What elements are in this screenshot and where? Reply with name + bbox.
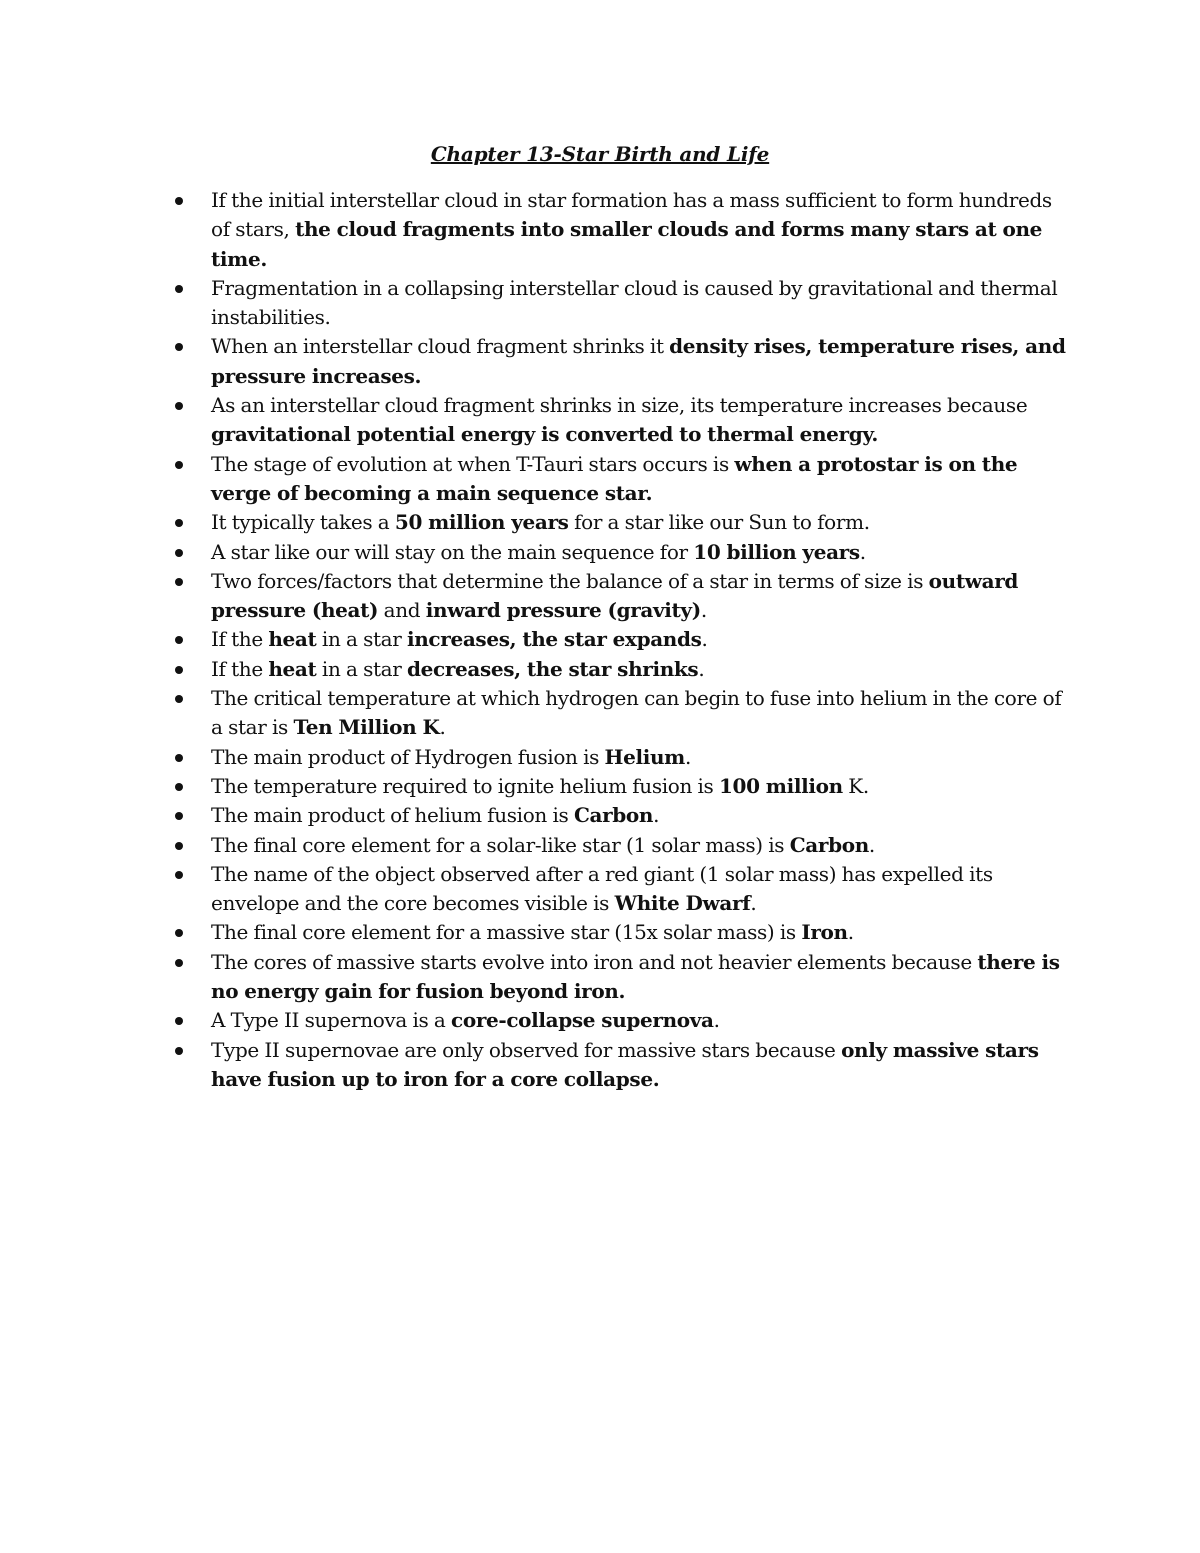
text-run: Fragmentation in a collapsing interstellar cloud is caused by gravitational and thermal instabilities. <box>211 275 1058 330</box>
text-run: The temperature required to ignite helium fusion is <box>211 773 719 798</box>
text-run: . <box>859 539 866 564</box>
list-item <box>172 655 1067 684</box>
list-item <box>172 743 1067 772</box>
text-run: . <box>439 715 446 740</box>
bold-text-run: Iron <box>801 920 848 945</box>
list-item <box>172 772 1067 801</box>
text-run: . <box>684 744 691 769</box>
bullet-icon <box>175 343 183 351</box>
text-run: K. <box>842 773 869 798</box>
bullet-icon <box>175 549 183 557</box>
text-run: . <box>847 920 854 945</box>
bold-text-run: the cloud fragments into smaller clouds and forms many stars at one time. <box>211 217 1043 271</box>
bullet-list <box>172 186 1067 1094</box>
bold-text-run: only massive stars have fusion up to iron for a core collapse. <box>211 1037 1039 1091</box>
bullet-icon <box>175 959 183 967</box>
text-run: When an interstellar cloud fragment shrinks it <box>211 334 670 359</box>
bold-text-run: gravitational potential energy is converted to thermal energy. <box>211 422 878 447</box>
text-run: . <box>868 832 875 857</box>
bold-text-run: Carbon <box>789 832 869 857</box>
bullet-icon <box>175 197 183 205</box>
bullet-icon <box>175 578 183 586</box>
text-run: . <box>653 803 660 828</box>
text-run: A star like our will stay on the main sequence for <box>211 539 694 564</box>
bullet-icon <box>175 402 183 410</box>
text-run: . <box>750 891 757 916</box>
text-run: in a star <box>316 627 407 652</box>
text-run: The stage of evolution at when T-Tauri stars occurs is <box>211 451 735 476</box>
list-item <box>172 538 1067 567</box>
bullet-icon <box>175 1047 183 1055</box>
text-run: The critical temperature at which hydrogen can begin to fuse into helium in the core of a star is <box>211 686 1062 740</box>
bullet-icon <box>175 695 183 703</box>
bullet-icon <box>175 636 183 644</box>
bold-text-run: core-collapse supernova <box>451 1008 714 1033</box>
list-item <box>172 508 1067 537</box>
text-run: The name of the object observed after a red giant (1 solar mass) has expelled its envelope and the core becomes visible is <box>211 861 993 916</box>
bold-text-run: Carbon <box>573 803 654 828</box>
text-run: As an interstellar cloud fragment shrinks in size, its temperature increases because <box>211 393 1028 418</box>
bold-text-run: Helium <box>604 744 685 769</box>
list-item <box>172 186 1067 274</box>
bullet-icon <box>175 666 183 674</box>
text-run: in a star <box>316 656 407 681</box>
list-item <box>172 391 1067 450</box>
text-run: Two forces/factors that determine the balance of a star in terms of size is <box>211 568 929 593</box>
text-run: The main product of helium fusion is <box>211 803 574 828</box>
text-run: The main product of Hydrogen fusion is <box>211 744 605 769</box>
page-title: Chapter 13-Star Birth and Life <box>430 142 770 166</box>
bold-text-run: 100 million <box>718 773 843 798</box>
bullet-icon <box>175 812 183 820</box>
bold-text-run: outward pressure (heat) <box>211 568 1019 623</box>
text-run: If the <box>211 656 269 681</box>
list-item <box>172 831 1067 860</box>
text-run: and <box>378 598 426 623</box>
bold-text-run: 50 million years <box>394 510 569 535</box>
bullet-icon <box>175 842 183 850</box>
text-run: for a star like our Sun to form. <box>568 510 870 535</box>
text-run: The final core element for a solar-like star (1 solar mass) is <box>211 832 790 857</box>
text-run: It typically takes a <box>211 510 395 535</box>
bullet-icon <box>175 754 183 762</box>
list-item <box>172 801 1067 830</box>
text-run: A Type II supernova is a <box>211 1008 451 1033</box>
bullet-icon <box>175 285 183 293</box>
list-item <box>172 918 1067 947</box>
list-item <box>172 625 1067 654</box>
list-item <box>172 1036 1067 1095</box>
text-run: If the initial interstellar cloud in star formation has a mass sufficient to form hundreds of stars, <box>211 188 1052 242</box>
bold-text-run: decreases, the star shrinks <box>406 656 699 681</box>
list-item <box>172 567 1067 626</box>
bullet-icon <box>175 871 183 879</box>
text-run: . <box>701 627 708 652</box>
bullet-icon <box>175 783 183 791</box>
text-run: . <box>700 598 707 623</box>
bold-text-run: density rises, temperature rises, and pressure increases. <box>211 334 1066 388</box>
bold-text-run: inward pressure (gravity) <box>425 598 701 623</box>
list-item <box>172 860 1067 919</box>
bold-text-run: White Dwarf <box>614 891 751 916</box>
bold-text-run: Ten Million K <box>293 715 440 740</box>
list-item <box>172 684 1067 743</box>
bullet-icon <box>175 1017 183 1025</box>
text-run: If the <box>211 627 269 652</box>
bullet-icon <box>175 929 183 937</box>
bold-text-run: heat <box>268 627 317 652</box>
text-run: Type II supernovae are only observed for massive stars because <box>211 1037 842 1062</box>
bold-text-run: increases, the star expands <box>406 627 702 652</box>
text-run: . <box>713 1008 720 1033</box>
list-item <box>172 274 1067 333</box>
bold-text-run: 10 billion years <box>693 539 860 564</box>
list-item <box>172 332 1067 391</box>
bullet-icon <box>175 461 183 469</box>
text-run: . <box>698 656 705 681</box>
bold-text-run: there is no energy gain for fusion beyond iron. <box>211 949 1060 1004</box>
text-run: The cores of massive starts evolve into iron and not heavier elements because <box>211 949 978 974</box>
list-item <box>172 1006 1067 1035</box>
text-run: The final core element for a massive star (15x solar mass) is <box>211 920 802 945</box>
bold-text-run: heat <box>268 656 317 681</box>
bold-text-run: when a protostar is on the verge of becoming a main sequence star. <box>211 451 1018 505</box>
bullet-icon <box>175 519 183 527</box>
list-item <box>172 948 1067 1007</box>
list-item <box>172 450 1067 509</box>
